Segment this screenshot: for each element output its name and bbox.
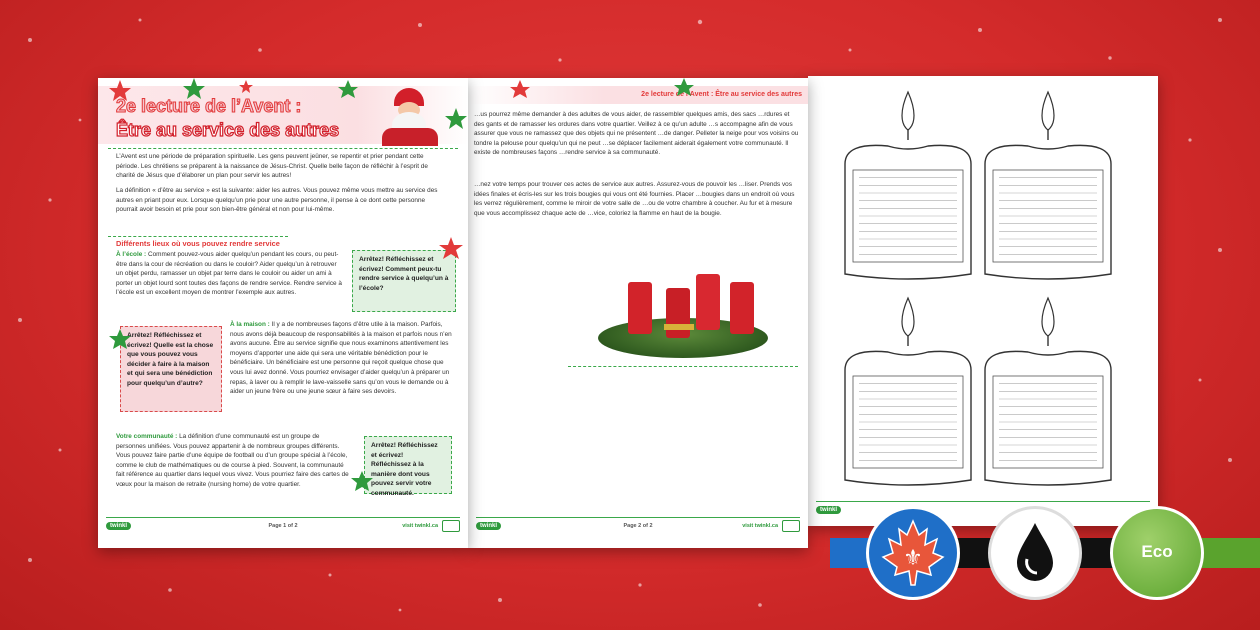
eco-leaf-icon — [1110, 506, 1204, 600]
advent-wreath-image — [598, 268, 768, 364]
twinkl-logo: twinkl — [476, 522, 501, 530]
school-paragraph — [116, 250, 342, 298]
reflection-box-home: Arrêtez! Réfléchissez et écrivez! Quelle est la chose que vous pouvez vous décider à faire à la maison et qui sera une bénédiction pour quelqu’un d’autre? — [120, 326, 222, 412]
star-decorations — [468, 78, 808, 108]
candle-body — [985, 351, 1111, 485]
continued-paragraph-2: …nez votre temps pour trouver ces actes de service aux autres. Assurez-vous de pouvoir les …liser. Prends vos idées finales et écris-les sur les trois bougies qui vous ont été fournies. Placer …bougies dans un endroit où vous les verrez régulièrement, comme le miroir de votre salle de …ou de votre chambre à coucher. Au fur et à mesure que vous accomplissez chaque acte de …vice, coloriez la flamme en haut de la bougie. — [474, 181, 795, 217]
curriculum-badge-icon — [442, 520, 460, 532]
star-icon — [108, 328, 132, 352]
page-number: Page 2 of 2 — [623, 523, 653, 529]
community-text: La définition d’une communauté est un groupe de personnes unifiées. Vous pouvez appartenir à de nombreux groupes différents. Vous pouvez faire partie d’une équipe de football ou d’un groupe spécial à l’école, comme le club de mathématiques ou de course à pied. Souvent, la communauté fait référence au quartier dans lequel vous vivez. Vous pourriez faire des cartes de vœux pour la maison de retraite (nursing home) de votre quartier. — [116, 433, 349, 488]
star-icon — [350, 470, 374, 494]
community-paragraph — [116, 432, 350, 490]
candle-body — [845, 145, 971, 279]
star-icon — [438, 236, 464, 262]
reflection-box-school: Arrêtez! Réfléchissez et écrivez! Comment peux-tu rendre service à quelqu’un à l’école? — [352, 250, 456, 312]
website-link[interactable]: visit twinkl.ca — [402, 523, 438, 529]
curriculum-badge-icon — [782, 520, 800, 532]
candle-flame — [902, 298, 914, 336]
divider — [108, 236, 288, 237]
divider — [108, 148, 458, 149]
candle-flame — [902, 92, 914, 130]
candle-outline — [845, 92, 971, 279]
candle-outline — [845, 298, 971, 485]
candle-flame — [1042, 92, 1054, 130]
page-footer — [816, 501, 1150, 520]
candle-outline — [985, 298, 1111, 485]
title-line-2: Être au service des autres — [116, 120, 340, 140]
home-paragraph — [230, 320, 452, 397]
intro-paragraph-2: La définition « d’être au service » est la suivante: aider les autres. Vous pouvez même vous mettre au service des autres en priant pour eux. Lorsque quelqu’un prie pour une autre personne, il pense à ce dont cette personne pourrait avoir besoin et prie pour son bien-être général et non pour lui-même. — [116, 187, 438, 214]
title-line-1: 2e lecture de l’Avent : — [116, 96, 302, 116]
santa-image — [376, 88, 442, 146]
candle-body — [985, 145, 1111, 279]
page-header: 2e lecture de l’Avent : Être au service des autres — [468, 86, 808, 104]
twinkl-logo: twinkl — [816, 506, 841, 514]
page-number: Page 1 of 2 — [268, 523, 298, 529]
intro-paragraph-1: L’Avent est une période de préparation spirituelle. Les gens peuvent jeûner, se repentir et prier pendant cette période. Les chrétiens se préparent à la naissance de Jésus-Christ. Quelle belle façon de réfléchir à l’esprit de charité de Jésus que d’élaborer un plan pour servir les autres! — [116, 153, 428, 180]
school-label: À l’école : — [116, 251, 147, 258]
candle-body — [845, 351, 971, 485]
home-label: À la maison : — [230, 321, 270, 328]
canadian-maple-leaf-icon — [866, 506, 960, 600]
home-text: Il y a de nombreuses façons d’être utile à la maison. Parfois, nous avons déjà beaucoup de responsabilités à la maison et parfois nous n’en avons aucune. Être au service signifie que nous examinons attentivement les moyens d’apporter une aide qui sera une véritable bénédiction pour le bénéficiaire. Un bénéficiaire est une personne qui reçoit quelque chose que vous lui avez donné. Vous pourriez envisager d’aider quelqu’un à préparer un repas, à laver ou à remplir le lave-vaisselle sans qu’on vous le demande ou à aider un jeune frère ou une jeune sœur à faire ses devoirs. — [230, 321, 452, 396]
ink-drop-icon — [988, 506, 1082, 600]
twinkl-logo: twinkl — [106, 522, 131, 530]
candle-outline — [985, 92, 1111, 279]
candle-outlines — [808, 76, 1158, 506]
continued-paragraph-1: …us pourrez même demander à des adultes de vous aider, de rassembler quelques amis, des sacs …rdures et des gants et de ramasser les ordures dans votre quartier. Veillez à ce qu’un adulte …s accompagne afin de vous assurer que vous ne ramassez que des objets qui ne présentent …de danger. Pelleter la neige pour vos voisins ou tondre la pelouse pour quelqu’un qui ne peut …se déplacer facilement aiderait également votre communauté. Il existe de nombreuses façons …rendre service à sa communauté. — [474, 111, 799, 157]
reflection-box-community: Arrêtez! Réfléchissez et écrivez! Réfléchissez à la manière dont vous pouvez servir votre communauté. — [364, 436, 452, 494]
section-heading: Différents lieux où vous pouvez rendre service — [116, 239, 280, 248]
eco-label: Eco — [1141, 542, 1173, 561]
divider — [568, 366, 798, 367]
svg-text:⚜: ⚜ — [903, 546, 923, 571]
website-link[interactable]: visit twinkl.ca — [742, 523, 778, 529]
worksheet-page-1 — [98, 78, 468, 548]
page-footer — [106, 517, 460, 536]
school-text: Comment pouvez-vous aider quelqu’un pendant les cours, ou peut-être dans la cour de récréation ou dans le couloir? Aider quelqu’un à retrouver un objet perdu, ramasser un objet par terre dans le couloir ou aider un ami à porter un objet lourd sont toutes des façons de rendre service. Rendre service à l’école est un excellent moyen de montrer l’exemple aux autres. — [116, 251, 342, 297]
community-label: Votre communauté : — [116, 433, 178, 440]
worksheet-page-2 — [468, 78, 808, 548]
candle-flame — [1042, 298, 1054, 336]
candle-template-page — [808, 76, 1158, 526]
page-footer — [476, 517, 800, 536]
